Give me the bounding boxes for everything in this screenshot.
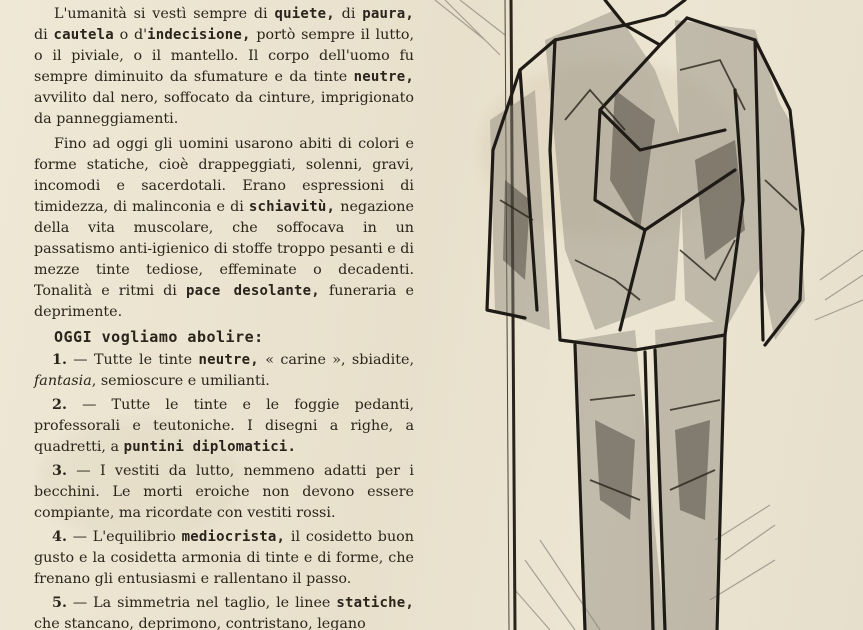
list-item: 3. — I vestiti da lutto, nemmeno adatti per i becchini. Le morti eroiche non devono essere compiante, ma ricordate con vestiti rossi. <box>34 463 414 521</box>
paragraph-history: Fino ad oggi gli uomini usarono abiti di colori e forme statiche, cioè drappeggiati, solenni, gravi, incomodi e sacerdotali. Erano espressioni di timidezza, di malinconia e di schiavitù, negazione della vita muscolare, che soffocava in un passatismo anti-igienico di stoffe troppo pesanti e di mezze tinte tediose, effeminate o decadenti. Tonalità e ritmi di pace desolante, funeraria e deprimente. <box>34 136 414 320</box>
futurist-suit-sketch-icon <box>425 0 863 630</box>
list-item: 4. — L'equilibrio mediocrista, il cosidetto buon gusto e la cosidetta armonia di tinte e di forme, che frenano gli entusiasmi e rallentano il passo. <box>34 529 414 587</box>
section-heading: OGGI vogliamo abolire: <box>54 328 264 346</box>
manifesto-text-column <box>34 4 414 630</box>
list-item: 5. — La simmetria nel taglio, le linee statiche, che stancano, deprimono, contristano, legano <box>34 595 414 630</box>
list-item: 1. — Tutte le tinte neutre, « carine », sbiadite, fantasia, semioscure e umilianti. <box>34 352 414 389</box>
paragraph-intro: L'umanità si vestì sempre di quiete, di paura, di cautela o d'indecisione, portò sempre il lutto, o il piviale, o il mantello. Il corpo dell'uomo fu sempre diminuito da sfumature e da tinte neutre, avvilito dal nero, soffocato da cinture, imprigionato da panneggiamenti. <box>34 6 414 127</box>
list-item: 2. — Tutte le tinte e le foggie pedanti, professorali e teutoniche. I disegni a righe, a quadretti, a puntini diplomatici. <box>34 397 414 455</box>
